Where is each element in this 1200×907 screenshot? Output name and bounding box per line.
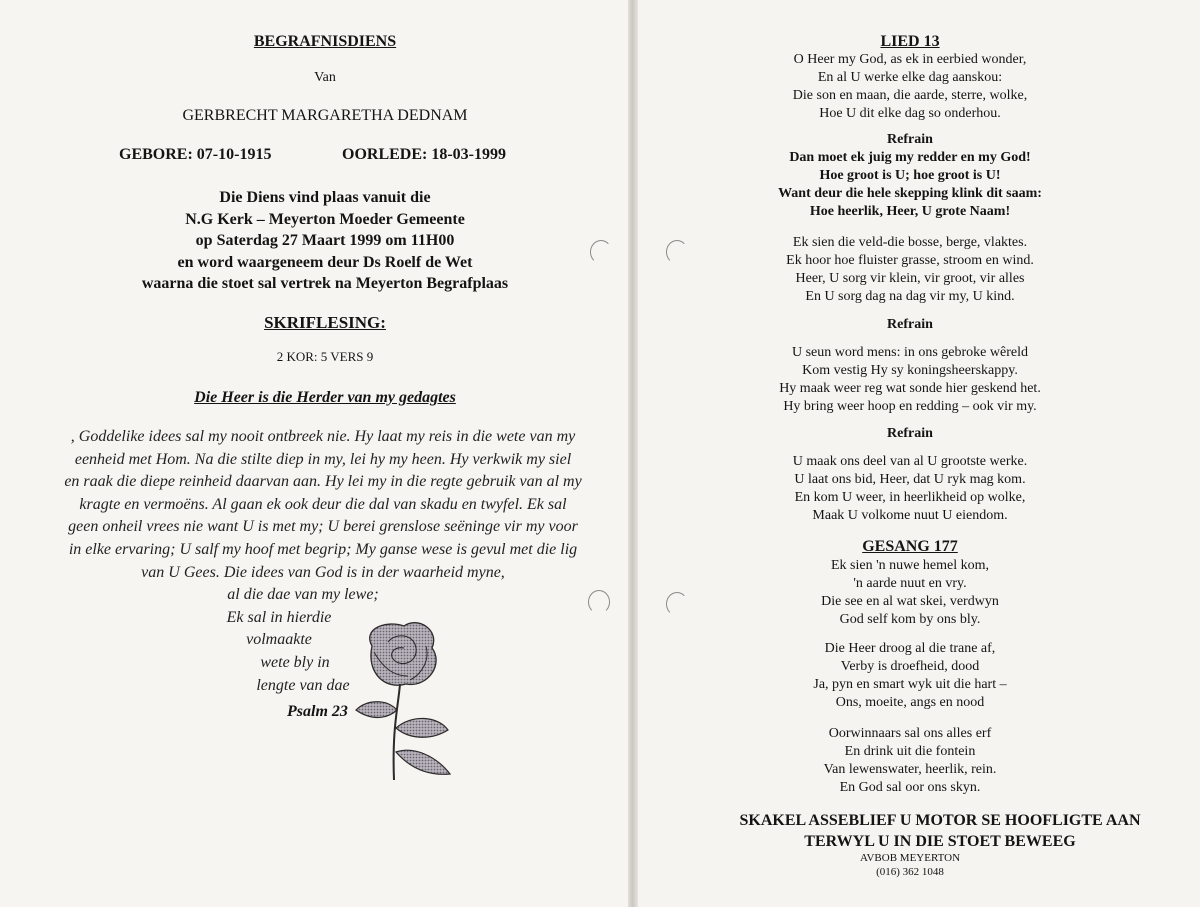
- hymn-title: LIED 13: [880, 33, 940, 50]
- hymn-line: Ek sien 'n nuwe hemel kom,: [830, 558, 990, 573]
- undertaker-name: AVBOB MEYERTON: [859, 852, 961, 864]
- hymn-line: Hoe U dit elke dag so onderhou.: [819, 106, 1001, 121]
- hymn-line: U maak ons deel van al U grootste werke.: [792, 454, 1028, 469]
- poem-line: wete bly in: [260, 653, 330, 671]
- hymn-line: Ek sien die veld-die bosse, berge, vlaktes.: [792, 235, 1028, 250]
- hymn-line: Van lewenswater, heerlik, rein.: [823, 762, 997, 777]
- service-line: N.G Kerk – Meyerton Moeder Gemeente: [185, 211, 465, 228]
- service-line: op Saterdag 27 Maart 1999 om 11H00: [195, 232, 455, 249]
- hymn-line: En al U werke elke dag aanskou:: [817, 70, 1003, 85]
- refrain-label: Refrain: [887, 426, 933, 441]
- death-date: OORLEDE: 18-03-1999: [342, 146, 506, 163]
- hymn-line: O Heer my God, as ek in eerbied wonder,: [793, 52, 1027, 67]
- refrain-line: Hoe groot is U; hoe groot is U!: [819, 168, 1001, 183]
- reading-reference: 2 KOR: 5 VERS 9: [276, 349, 374, 364]
- poem-line: in elke ervaring; U salf my hoof met begrip; My ganse wese is gevul met die lig: [68, 540, 578, 558]
- hymn-line: Ek hoor hoe fluister grasse, stroom en wind.: [786, 253, 1034, 268]
- birth-date: GEBORE: 07-10-1915: [119, 146, 272, 163]
- hymn-line: Hy bring weer hoop en redding – ook vir my.: [783, 399, 1037, 414]
- poem-line: Ek sal in hierdie: [226, 608, 332, 626]
- refrain-line: Want deur die hele skepping klink dit saam:: [778, 186, 1042, 201]
- hymn-line: Ja, pyn en smart wyk uit die hart –: [813, 677, 1007, 692]
- hymn-line: Die see en al wat skei, verdwyn: [821, 594, 999, 609]
- van-label: Van: [314, 70, 336, 85]
- service-line: waarna die stoet sal vertrek na Meyerton Begrafplaas: [141, 275, 509, 292]
- refrain-line: Dan moet ek juig my redder en my God!: [789, 150, 1031, 165]
- poem-line: volmaakte: [246, 631, 312, 649]
- page-title: BEGRAFNISDIENS: [253, 33, 397, 50]
- hymn-line: En U sorg dag na dag vir my, U kind.: [805, 289, 1015, 304]
- psalm-reference: Psalm 23: [287, 703, 348, 720]
- hymn-line: U seun word mens: in ons gebroke wêreld: [791, 345, 1028, 360]
- notice-line: TERWYL U IN DIE STOET BEWEEG: [804, 833, 1076, 850]
- service-line: en word waargeneem deur Ds Roelf de Wet: [177, 254, 473, 271]
- service-line: Die Diens vind plaas vanuit die: [219, 189, 431, 206]
- notice-line: SKAKEL ASSEBLIEF U MOTOR SE HOOFLIGTE AAN: [739, 812, 1141, 829]
- hymn-line: En drink uit die fontein: [844, 744, 976, 759]
- poem-line: eenheid met Hom. Na die stilte diep in my, lei hy my heen. Hy verkwik my siel: [74, 450, 572, 468]
- hymn-line: En kom U weer, in heerlikheid op wolke,: [794, 490, 1026, 505]
- deceased-name: GERBRECHT MARGARETHA DEDNAM: [182, 107, 468, 124]
- hymn-line: Hy maak weer reg wat sonde hier geskend het.: [779, 381, 1041, 396]
- undertaker-phone: (016) 362 1048: [876, 866, 944, 878]
- reading-heading: SKRIFLESING:: [264, 313, 386, 332]
- poem-line: geen onheil vrees nie want U is met my; U berei grenslose seëninge vir my voor: [68, 518, 578, 536]
- hymn-line: Ons, moeite, angs en nood: [835, 695, 985, 710]
- hymn-line: Verby is droefheid, dood: [840, 659, 980, 674]
- poem-line: , Goddelike idees sal my nooit ontbreek nie. Hy laat my reis in die wete van my: [70, 428, 576, 445]
- poem-line: al die dae van my lewe;: [227, 586, 379, 604]
- poem-line: kragte en vermoëns. Al gaan ek ook deur die dal van skadu en twyfel. Ek sal: [79, 495, 567, 513]
- hymn-line: Die Heer droog al die trane af,: [824, 641, 996, 656]
- rose-icon: [352, 618, 462, 783]
- poem-title: Die Heer is die Herder van my gedagtes: [194, 389, 456, 406]
- hymn-line: Die son en maan, die aarde, sterre, wolke,: [792, 88, 1028, 103]
- poem-body: [18, 426, 628, 697]
- refrain-line: Hoe heerlik, Heer, U grote Naam!: [809, 204, 1011, 219]
- hymn-line: Kom vestig Hy sy koningsheerskappy.: [802, 363, 1018, 378]
- hymn-line: God self kom by ons bly.: [839, 612, 981, 627]
- hymn-line: U laat ons bid, Heer, dat U ryk mag kom.: [794, 472, 1026, 487]
- refrain-label: Refrain: [887, 132, 933, 147]
- hymn-title: GESANG 177: [862, 538, 958, 555]
- hymn-line: Oorwinnaars sal ons alles erf: [828, 726, 992, 741]
- hymn-line: Heer, U sorg vir klein, vir groot, vir alles: [795, 271, 1025, 286]
- refrain-label: Refrain: [887, 317, 933, 332]
- poem-line: lengte van dae: [256, 676, 350, 694]
- poem-line: van U Gees. Die idees van God is in der waarheid myne,: [141, 563, 505, 581]
- hymn-line: 'n aarde nuut en vry.: [853, 576, 967, 591]
- poem-line: en raak die diepe reinheid daarvan aan. Hy lei my in die regte gebruik van al my: [64, 473, 582, 491]
- hymn-line: En God sal oor ons skyn.: [839, 780, 981, 795]
- hymn-line: Maak U volkome nuut U eiendom.: [812, 508, 1008, 523]
